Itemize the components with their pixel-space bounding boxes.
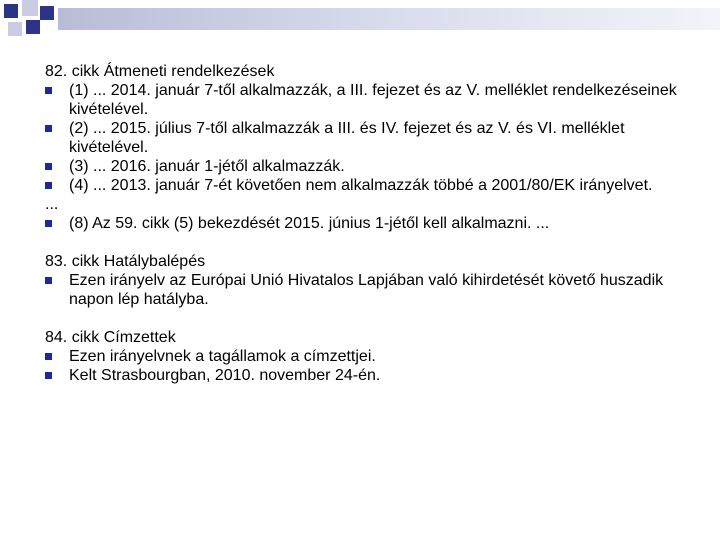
- list-item-text: (3) ... 2016. január 1-jétől alkalmazzák.: [69, 158, 345, 175]
- list-item: [45, 271, 685, 309]
- list-item-text: Ezen irányelv az Európai Unió Hivatalos Lapjában való kihirdetését követő huszadik napon lép hatályba.: [69, 272, 664, 308]
- list-item: [45, 157, 685, 176]
- decor-square: [8, 22, 22, 36]
- list-item-text: (8) Az 59. cikk (5) bekezdését 2015. június 1-jétől kell alkalmazni. ...: [69, 215, 550, 232]
- slide-content: [45, 62, 685, 385]
- square-bullet-icon: [45, 125, 52, 132]
- decor-square: [26, 20, 40, 34]
- list-item-text: (1) ... 2014. január 7-től alkalmazzák, a III. fejezet és az V. melléklet rendelkezéseinek kivételével.: [69, 82, 677, 118]
- list-item-text: Ezen irányelvnek a tagállamok a címzettjei.: [69, 348, 376, 365]
- article-83-heading: 83. cikk Hatálybalépés: [45, 253, 206, 270]
- list-item: [45, 214, 685, 233]
- list-item-text: (4) ... 2013. január 7-ét követően nem alkalmazzák többé a 2001/80/EK irányelvet.: [69, 177, 653, 194]
- square-bullet-icon: [45, 353, 52, 360]
- section-article-84: [45, 328, 685, 385]
- square-bullet-icon: [45, 372, 52, 379]
- list-item-text: Kelt Strasbourgban, 2010. november 24-én.: [69, 367, 381, 384]
- list-item-text: (2) ... 2015. július 7-től alkalmazzák a III. és IV. fejezet és az V. és VI. melléklet kivételével.: [69, 120, 625, 156]
- list-item: [45, 176, 685, 195]
- omission-ellipsis: ...: [45, 196, 59, 213]
- slide-decoration: [0, 0, 720, 40]
- decor-bar: [58, 8, 720, 30]
- list-item: [45, 366, 685, 385]
- section-article-82: [45, 62, 685, 233]
- decor-square: [22, 0, 38, 16]
- decor-square: [4, 4, 18, 18]
- article-84-heading: 84. cikk Címzettek: [45, 329, 176, 346]
- section-article-83: [45, 252, 685, 309]
- list-item: [45, 347, 685, 366]
- square-bullet-icon: [45, 277, 52, 284]
- decor-square: [40, 6, 54, 20]
- list-item: [45, 119, 685, 157]
- square-bullet-icon: [45, 163, 52, 170]
- square-bullet-icon: [45, 182, 52, 189]
- square-bullet-icon: [45, 87, 52, 94]
- article-82-heading: 82. cikk Átmeneti rendelkezések: [45, 63, 275, 80]
- square-bullet-icon: [45, 220, 52, 227]
- list-item: [45, 81, 685, 119]
